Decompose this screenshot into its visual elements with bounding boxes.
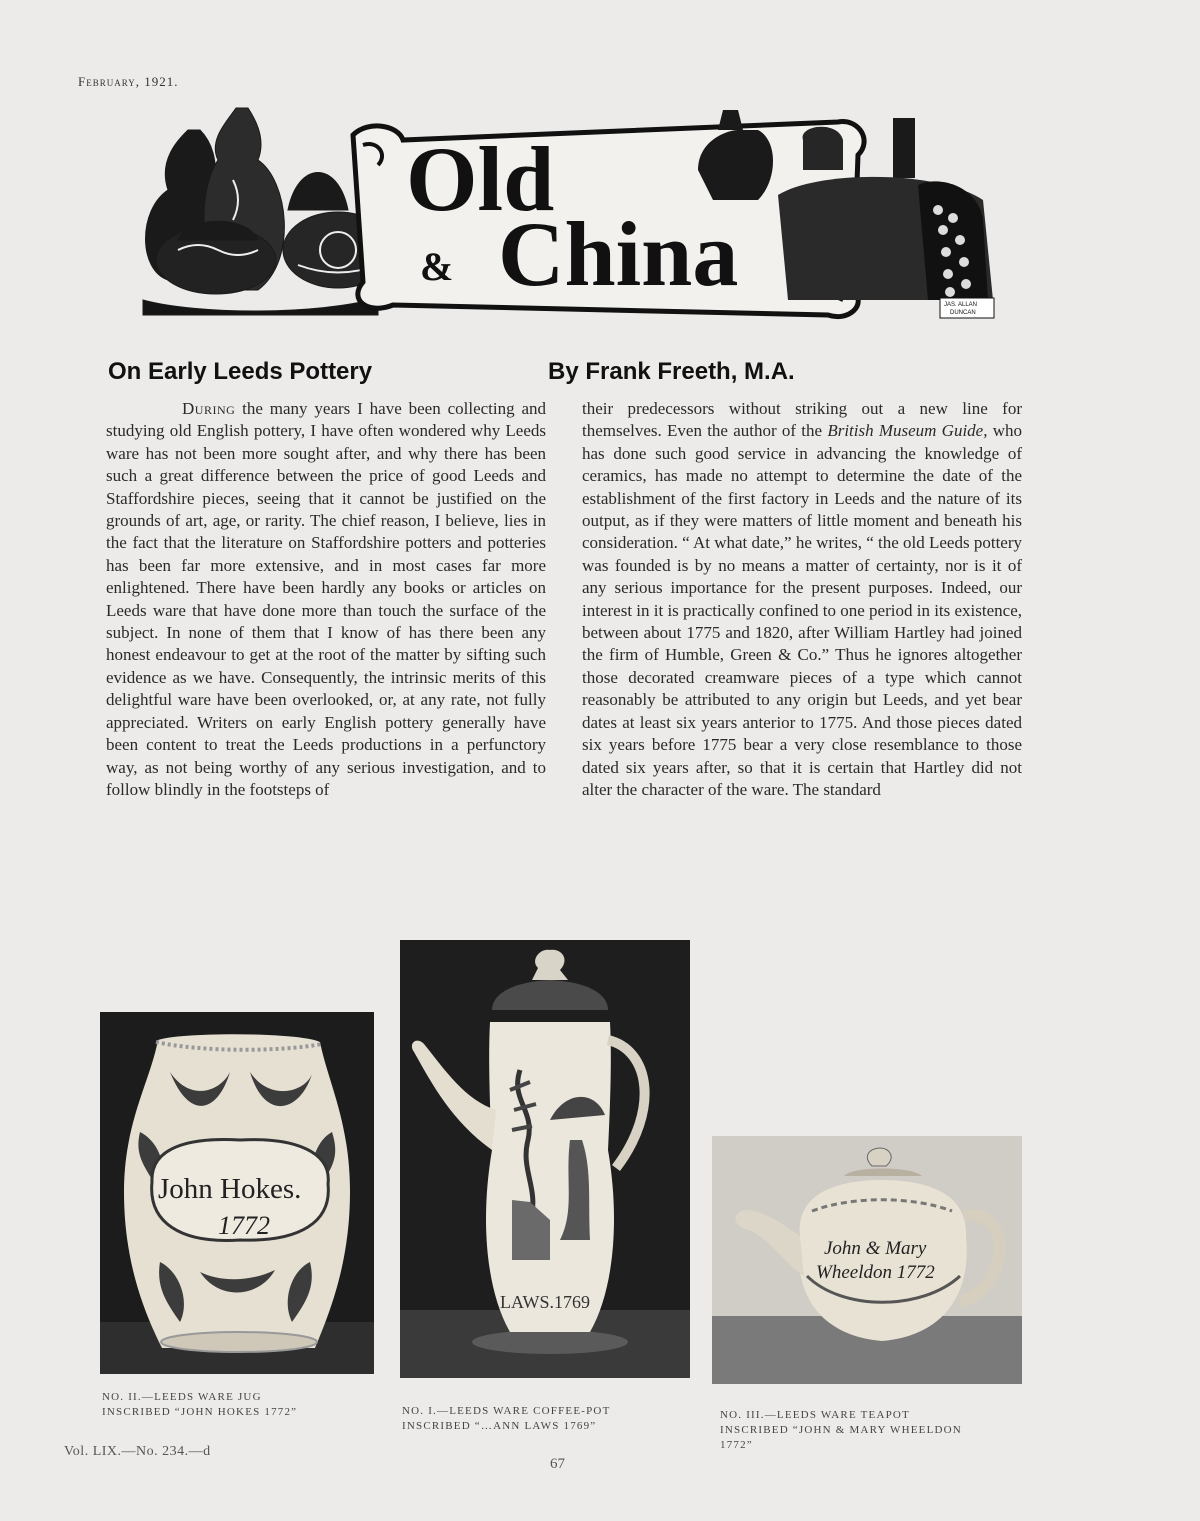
article-column-right <box>582 398 1022 801</box>
photo-teapot <box>712 1136 1022 1384</box>
article-title: On Early Leeds Pottery <box>108 358 373 385</box>
right-column-text-a: their predecessors without striking out a new line for themselves. Even the author of the <box>582 399 1022 441</box>
old-china-banner <box>138 100 1008 330</box>
coffee-pot-inscription: LAWS.1769 <box>500 1292 591 1312</box>
caption-teapot-line2: INSCRIBED “JOHN & MARY WHEELDON <box>720 1424 962 1436</box>
article-paragraph-1 <box>106 398 546 801</box>
book-title: British Museum Guide, <box>827 421 988 441</box>
article-column-left <box>106 398 546 801</box>
jug-inscription-name: John Hokes. <box>158 1173 302 1205</box>
caption-jug <box>102 1390 372 1420</box>
dropcap-word: During <box>182 399 236 418</box>
page-number: 67 <box>550 1456 565 1472</box>
dateline: February, 1921. <box>78 74 179 89</box>
banner-word-old: Old <box>406 128 555 230</box>
teapot-inscription-line2: Wheeldon 1772 <box>816 1262 935 1283</box>
article-paragraph-continued <box>582 398 1022 801</box>
teapot-inscription-line1: John & Mary <box>824 1238 927 1259</box>
right-column-text-b: who has done such good service in advancing the knowledge of ceramics, has made no attempt to determine the date of the establishment of the first factory in Leeds and the nature of its output, as if they were matters of little moment and beneath his consideration. “ At what date,” he writes, “ the old Leeds pottery was founded is by no means a matter of certainty, nor is it of any serious importance for the present purposes. Indeed, our interest in it is practically confined to one period in its existence, between about 1775 and 1820, after William Hartley had joined the firm of Humble, Green & Co.” Thus he ignores altogether those decorated creamware pieces of a type which cannot reasonably be attributed to any origin but Leeds, and yet bear dates at least six years anterior to 1775. And those pieces dated six years before 1775 bear a very close resemblance to those dated six years after, so that it is certain that Hartley did not alter the character of the ware. The standard <box>582 421 1023 799</box>
photo-jug <box>100 1012 374 1374</box>
caption-coffee-pot <box>402 1404 692 1434</box>
volume-number: Vol. LIX.—No. 234.—d <box>64 1444 211 1459</box>
caption-jug-line2: INSCRIBED “JOHN HOKES 1772” <box>102 1406 298 1418</box>
caption-teapot-line3: 1772” <box>720 1439 753 1451</box>
jug-inscription-year: 1772 <box>218 1211 270 1240</box>
article-byline: By Frank Freeth, M.A. <box>548 358 795 385</box>
caption-coffee-pot-line1: NO. I.—LEEDS WARE COFFEE-POT <box>402 1405 611 1417</box>
caption-teapot <box>720 1408 1030 1453</box>
caption-coffee-pot-line2: INSCRIBED “…ANN LAWS 1769” <box>402 1420 597 1432</box>
artist-signature-line2: DUNCAN <box>950 310 976 316</box>
caption-jug-line1: NO. II.—LEEDS WARE JUG <box>102 1391 262 1403</box>
photo-coffee-pot <box>400 940 690 1378</box>
left-column-text: the many years I have been collecting and studying old English pottery, I have often wondered why Leeds ware has not been more sought after, and why there has been such a great difference between the price of good Leeds and Staffordshire pieces, seeing that it cannot be justified on the grounds of art, age, or rarity. The chief reason, I believe, lies in the fact that the literature on Staffordshire potters and potteries has been far more extensive, and in most cases far more enlightened. There have been hardly any books or articles on Leeds ware that have done more than touch the surface of the subject. In none of them that I know of has there been any honest endeavour to get at the root of the matter by sifting such evidence as we have. Consequently, the intrinsic merits of this delightful ware have been overlooked, or, at any rate, not fully appreciated. Writers on early English pottery generally have been content to treat the Leeds productions in a perfunctory way, as not being worthy of any serious investigation, and to follow blindly in the footsteps of <box>106 399 547 799</box>
caption-teapot-line1: NO. III.—LEEDS WARE TEAPOT <box>720 1409 910 1421</box>
banner-ampersand: & <box>420 244 454 289</box>
banner-word-china: China <box>498 203 739 305</box>
artist-signature-line1: JAS. ALLAN <box>944 302 978 308</box>
